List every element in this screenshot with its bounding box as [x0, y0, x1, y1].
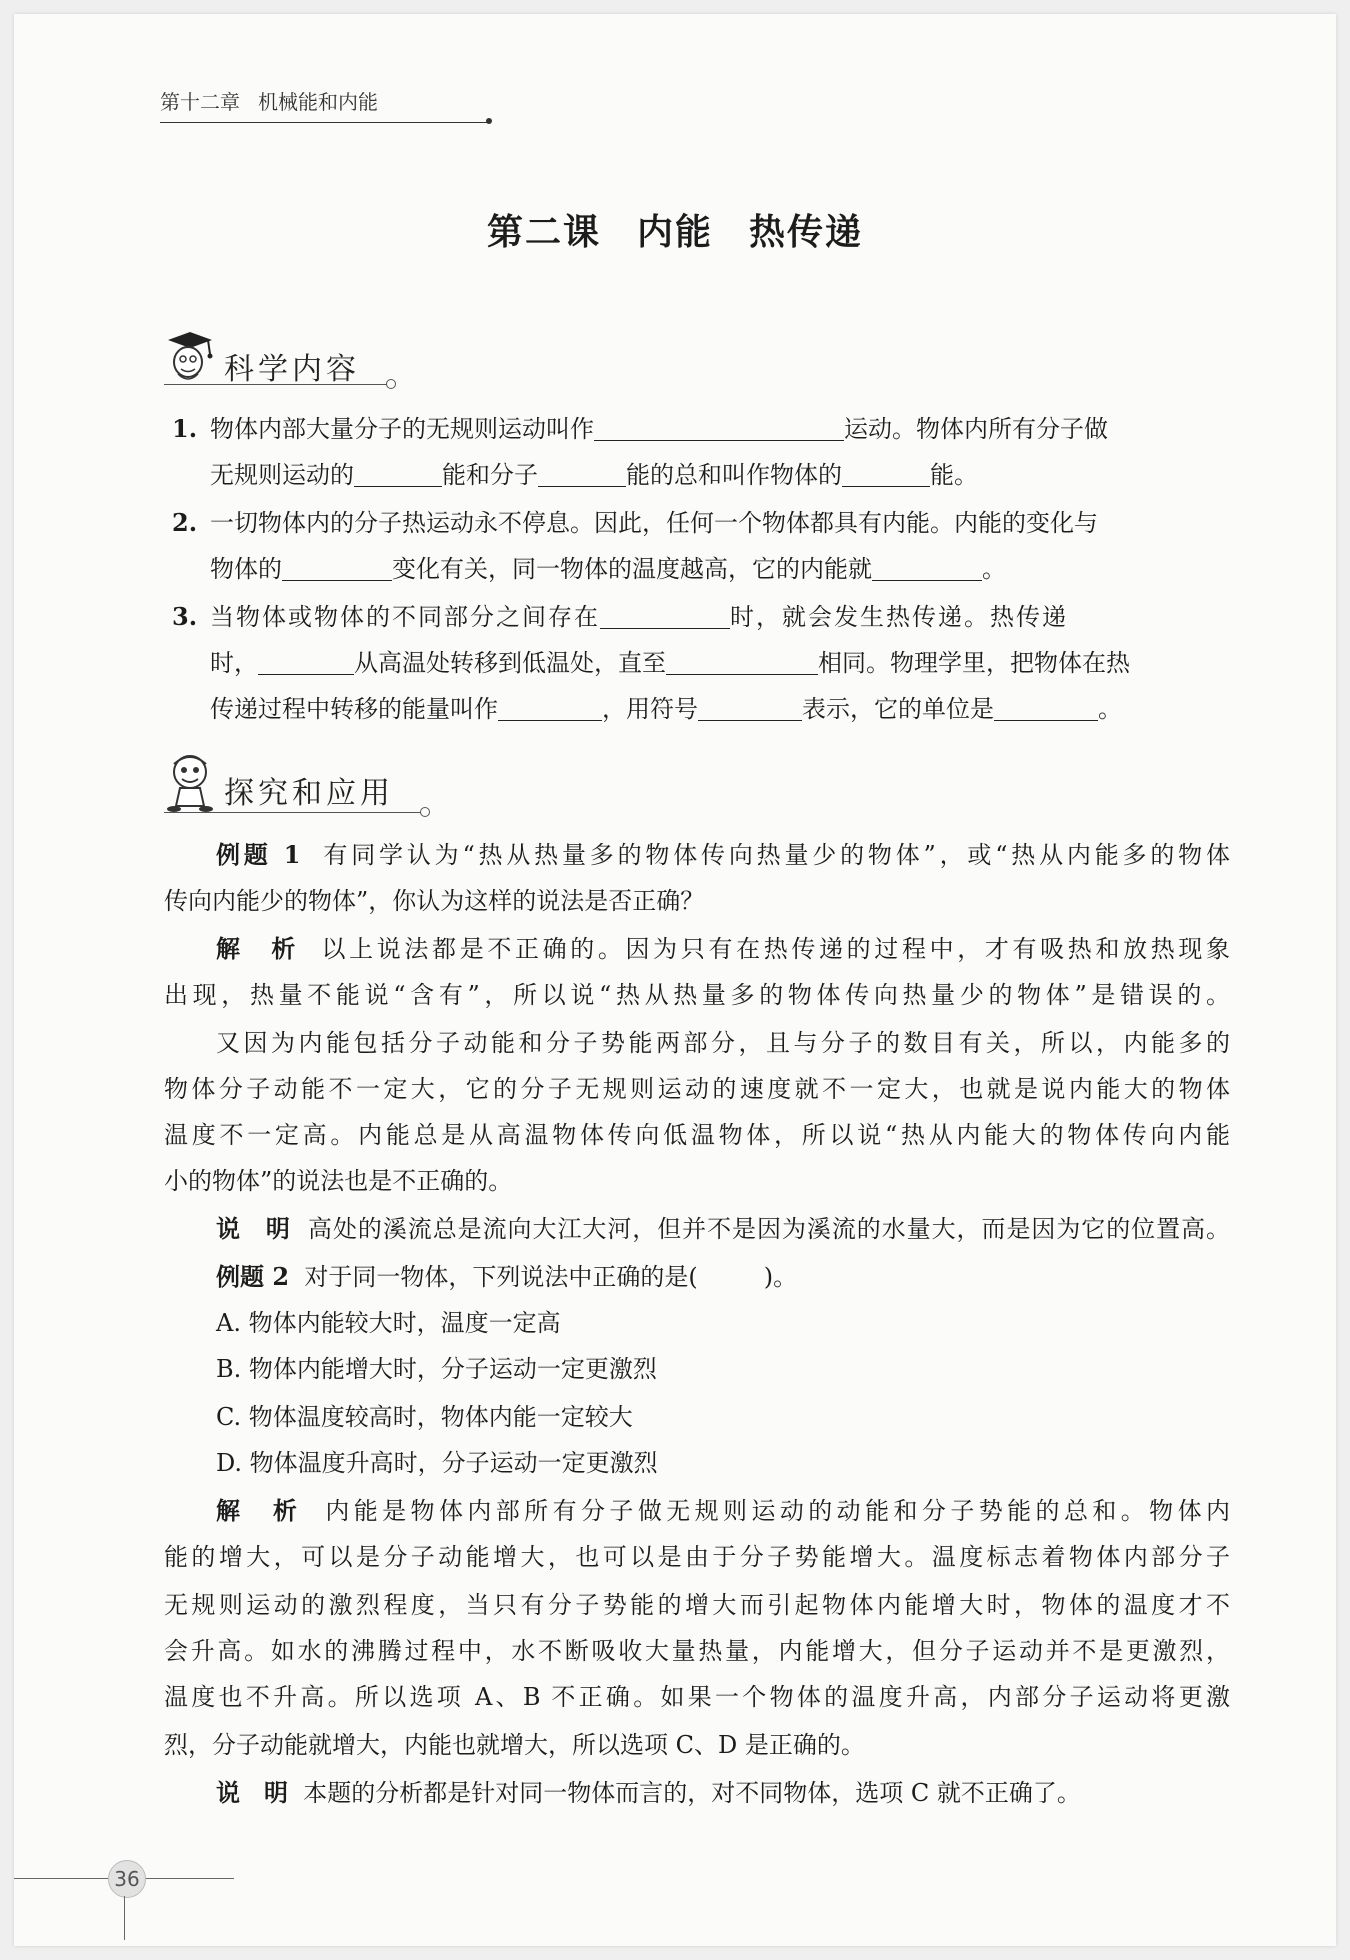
- text: 高处的溪流总是流向大江大河，但并不是因为溪流的水量大，而是因为它的位置高。: [308, 1215, 1231, 1243]
- text: 内能是物体内部所有分子做无规则运动的动能和分子势能的总和。物体内: [325, 1497, 1230, 1525]
- text: 时，: [210, 649, 258, 677]
- question-2-line-1: [164, 508, 1230, 538]
- chapter-title: 机械能和内能: [258, 90, 378, 114]
- example-label: 例题 1: [216, 840, 301, 869]
- option-d: D. 物体温度升高时，分子运动一定更激烈: [216, 1449, 658, 1477]
- question-number: 1.: [172, 414, 198, 443]
- scholar-mascot-icon: [164, 330, 218, 386]
- footer-vertical-rule: [124, 1896, 125, 1940]
- answer-blank[interactable]: [698, 696, 802, 721]
- section-title: 科学内容: [224, 352, 360, 387]
- text: 能的总和叫作物体的: [626, 461, 842, 489]
- example-2-note: [216, 1778, 1230, 1808]
- example-1-analysis-line-4: 物体分子动能不一定大，它的分子无规则运动的速度就不一定大，也就是说内能大的物体: [164, 1075, 1230, 1103]
- question-number: 2.: [172, 508, 198, 537]
- answer-blank[interactable]: [994, 696, 1098, 721]
- answer-blank[interactable]: [842, 462, 930, 487]
- text: 。: [1098, 695, 1122, 723]
- analysis-label: 解 析: [216, 1496, 302, 1525]
- example-2-analysis-line-2: 能的增大，可以是分子动能增大，也可以是由于分子势能增大。温度标志着物体内部分子: [164, 1543, 1230, 1571]
- option-c: C. 物体温度较高时，物体内能一定较大: [216, 1403, 633, 1431]
- question-3-line-3: [210, 694, 1210, 724]
- example-1-line-2: 传向内能少的物体”，你认为这样的说法是否正确？: [164, 887, 705, 915]
- note-label: 说 明: [216, 1778, 288, 1807]
- example-1-note: [216, 1214, 1230, 1244]
- option-a: A. 物体内能较大时，温度一定高: [216, 1309, 561, 1337]
- header-rule: [160, 122, 488, 123]
- question-1-line-1: [164, 414, 1230, 444]
- section-science-content: [164, 330, 484, 400]
- example-1-analysis-line-1: [216, 934, 1230, 964]
- note-label: 说 明: [216, 1214, 291, 1243]
- text: ，用符号: [602, 695, 698, 723]
- text: 运动。物体内所有分子做: [844, 415, 1108, 443]
- answer-blank[interactable]: [600, 604, 730, 629]
- answer-blank[interactable]: [594, 416, 844, 441]
- text: 物体的: [210, 555, 282, 583]
- section-rule: [164, 384, 389, 385]
- text: 对于同一物体，下列说法中正确的是(: [304, 1263, 698, 1291]
- example-1-analysis-line-3: 又因为内能包括分子动能和分子势能两部分，且与分子的数目有关，所以，内能多的: [216, 1029, 1230, 1057]
- text: 相同。物理学里，把物体在热: [818, 649, 1130, 677]
- example-1-line-1: [216, 840, 1230, 870]
- text: 变化有关，同一物体的温度越高，它的内能就: [392, 555, 872, 583]
- section-title: 探究和应用: [224, 776, 394, 811]
- example-2-stem: [216, 1262, 1230, 1292]
- lesson-number: 第二课: [486, 211, 601, 253]
- text: )。: [763, 1263, 798, 1291]
- answer-blank[interactable]: [258, 650, 354, 675]
- lesson-topic-2: 热传递: [749, 211, 864, 253]
- text: 从高温处转移到低温处，直至: [354, 649, 666, 677]
- example-label: 例题 2: [216, 1262, 290, 1291]
- example-2-analysis-line-6: 烈，分子动能就增大，内能也就增大，所以选项 C、D 是正确的。: [164, 1731, 865, 1759]
- example-1-analysis-line-6: 小的物体”的说法也是不正确的。: [164, 1167, 513, 1195]
- question-1-line-2: [210, 460, 1210, 490]
- example-2-analysis-line-1: [216, 1496, 1230, 1526]
- answer-blank[interactable]: [538, 462, 626, 487]
- text: 以上说法都是不正确的。因为只有在热传递的过程中，才有吸热和放热现象: [321, 935, 1231, 963]
- question-2-line-2: [210, 554, 1210, 584]
- section-rule-ring: [420, 807, 430, 817]
- question-number: 3.: [172, 602, 198, 631]
- example-2-analysis-line-5: 温度也不升高。所以选项 A、B 不正确。如果一个物体的温度升高，内部分子运动将更激: [164, 1683, 1230, 1711]
- answer-blank[interactable]: [498, 696, 602, 721]
- header-rule-dot: [486, 118, 492, 124]
- footer-rule-left: [14, 1878, 108, 1879]
- text: 能。: [930, 461, 978, 489]
- text: 传递过程中转移的能量叫作: [210, 695, 498, 723]
- lesson-title: [0, 204, 1350, 255]
- answer-blank[interactable]: [872, 556, 982, 581]
- text: 当物体或物体的不同部分之间存在: [210, 603, 600, 631]
- section-explore-apply: [164, 752, 464, 822]
- answer-blank[interactable]: [666, 650, 818, 675]
- chapter-number: 第十二章: [160, 90, 240, 114]
- text: 物体内部大量分子的无规则运动叫作: [210, 415, 594, 443]
- analysis-label: 解 析: [216, 934, 299, 963]
- page-number: 36: [108, 1860, 146, 1898]
- section-rule: [164, 812, 424, 813]
- text: 。: [982, 555, 1006, 583]
- text: 能和分子: [442, 461, 538, 489]
- text: 时，就会发生热传递。热传递: [730, 603, 1068, 631]
- question-3-line-2: [210, 648, 1210, 678]
- section-rule-ring: [386, 379, 396, 389]
- option-b: B. 物体内能增大时，分子运动一定更激烈: [216, 1355, 657, 1383]
- question-3-line-1: [164, 602, 1230, 632]
- text: 本题的分析都是针对同一物体而言的，对不同物体，选项 C 就不正确了。: [303, 1779, 1081, 1807]
- answer-blank[interactable]: [282, 556, 392, 581]
- cartoon-mascot-icon: [164, 752, 220, 814]
- text: 一切物体内的分子热运动永不停息。因此，任何一个物体都具有内能。内能的变化与: [210, 509, 1098, 537]
- text: 无规则运动的: [210, 461, 354, 489]
- lesson-topic-1: 内能: [636, 211, 713, 253]
- answer-blank[interactable]: [354, 462, 442, 487]
- example-1-analysis-line-5: 温度不一定高。内能总是从高温物体传向低温物体，所以说“热从内能大的物体传向内能: [164, 1121, 1230, 1149]
- running-header: [160, 86, 378, 115]
- example-1-analysis-line-2: 出现，热量不能说“含有”，所以说“热从热量多的物体传向热量少的物体”是错误的。: [164, 981, 1230, 1009]
- example-2-analysis-line-3: 无规则运动的激烈程度，当只有分子势能的增大而引起物体内能增大时，物体的温度才不: [164, 1591, 1230, 1619]
- footer-rule-right: [144, 1878, 234, 1879]
- example-2-analysis-line-4: 会升高。如水的沸腾过程中，水不断吸收大量热量，内能增大，但分子运动并不是更激烈，: [164, 1637, 1230, 1665]
- text: 有同学认为“热从热量多的物体传向热量少的物体”，或“热从内能多的物体: [323, 841, 1230, 869]
- text: 表示，它的单位是: [802, 695, 994, 723]
